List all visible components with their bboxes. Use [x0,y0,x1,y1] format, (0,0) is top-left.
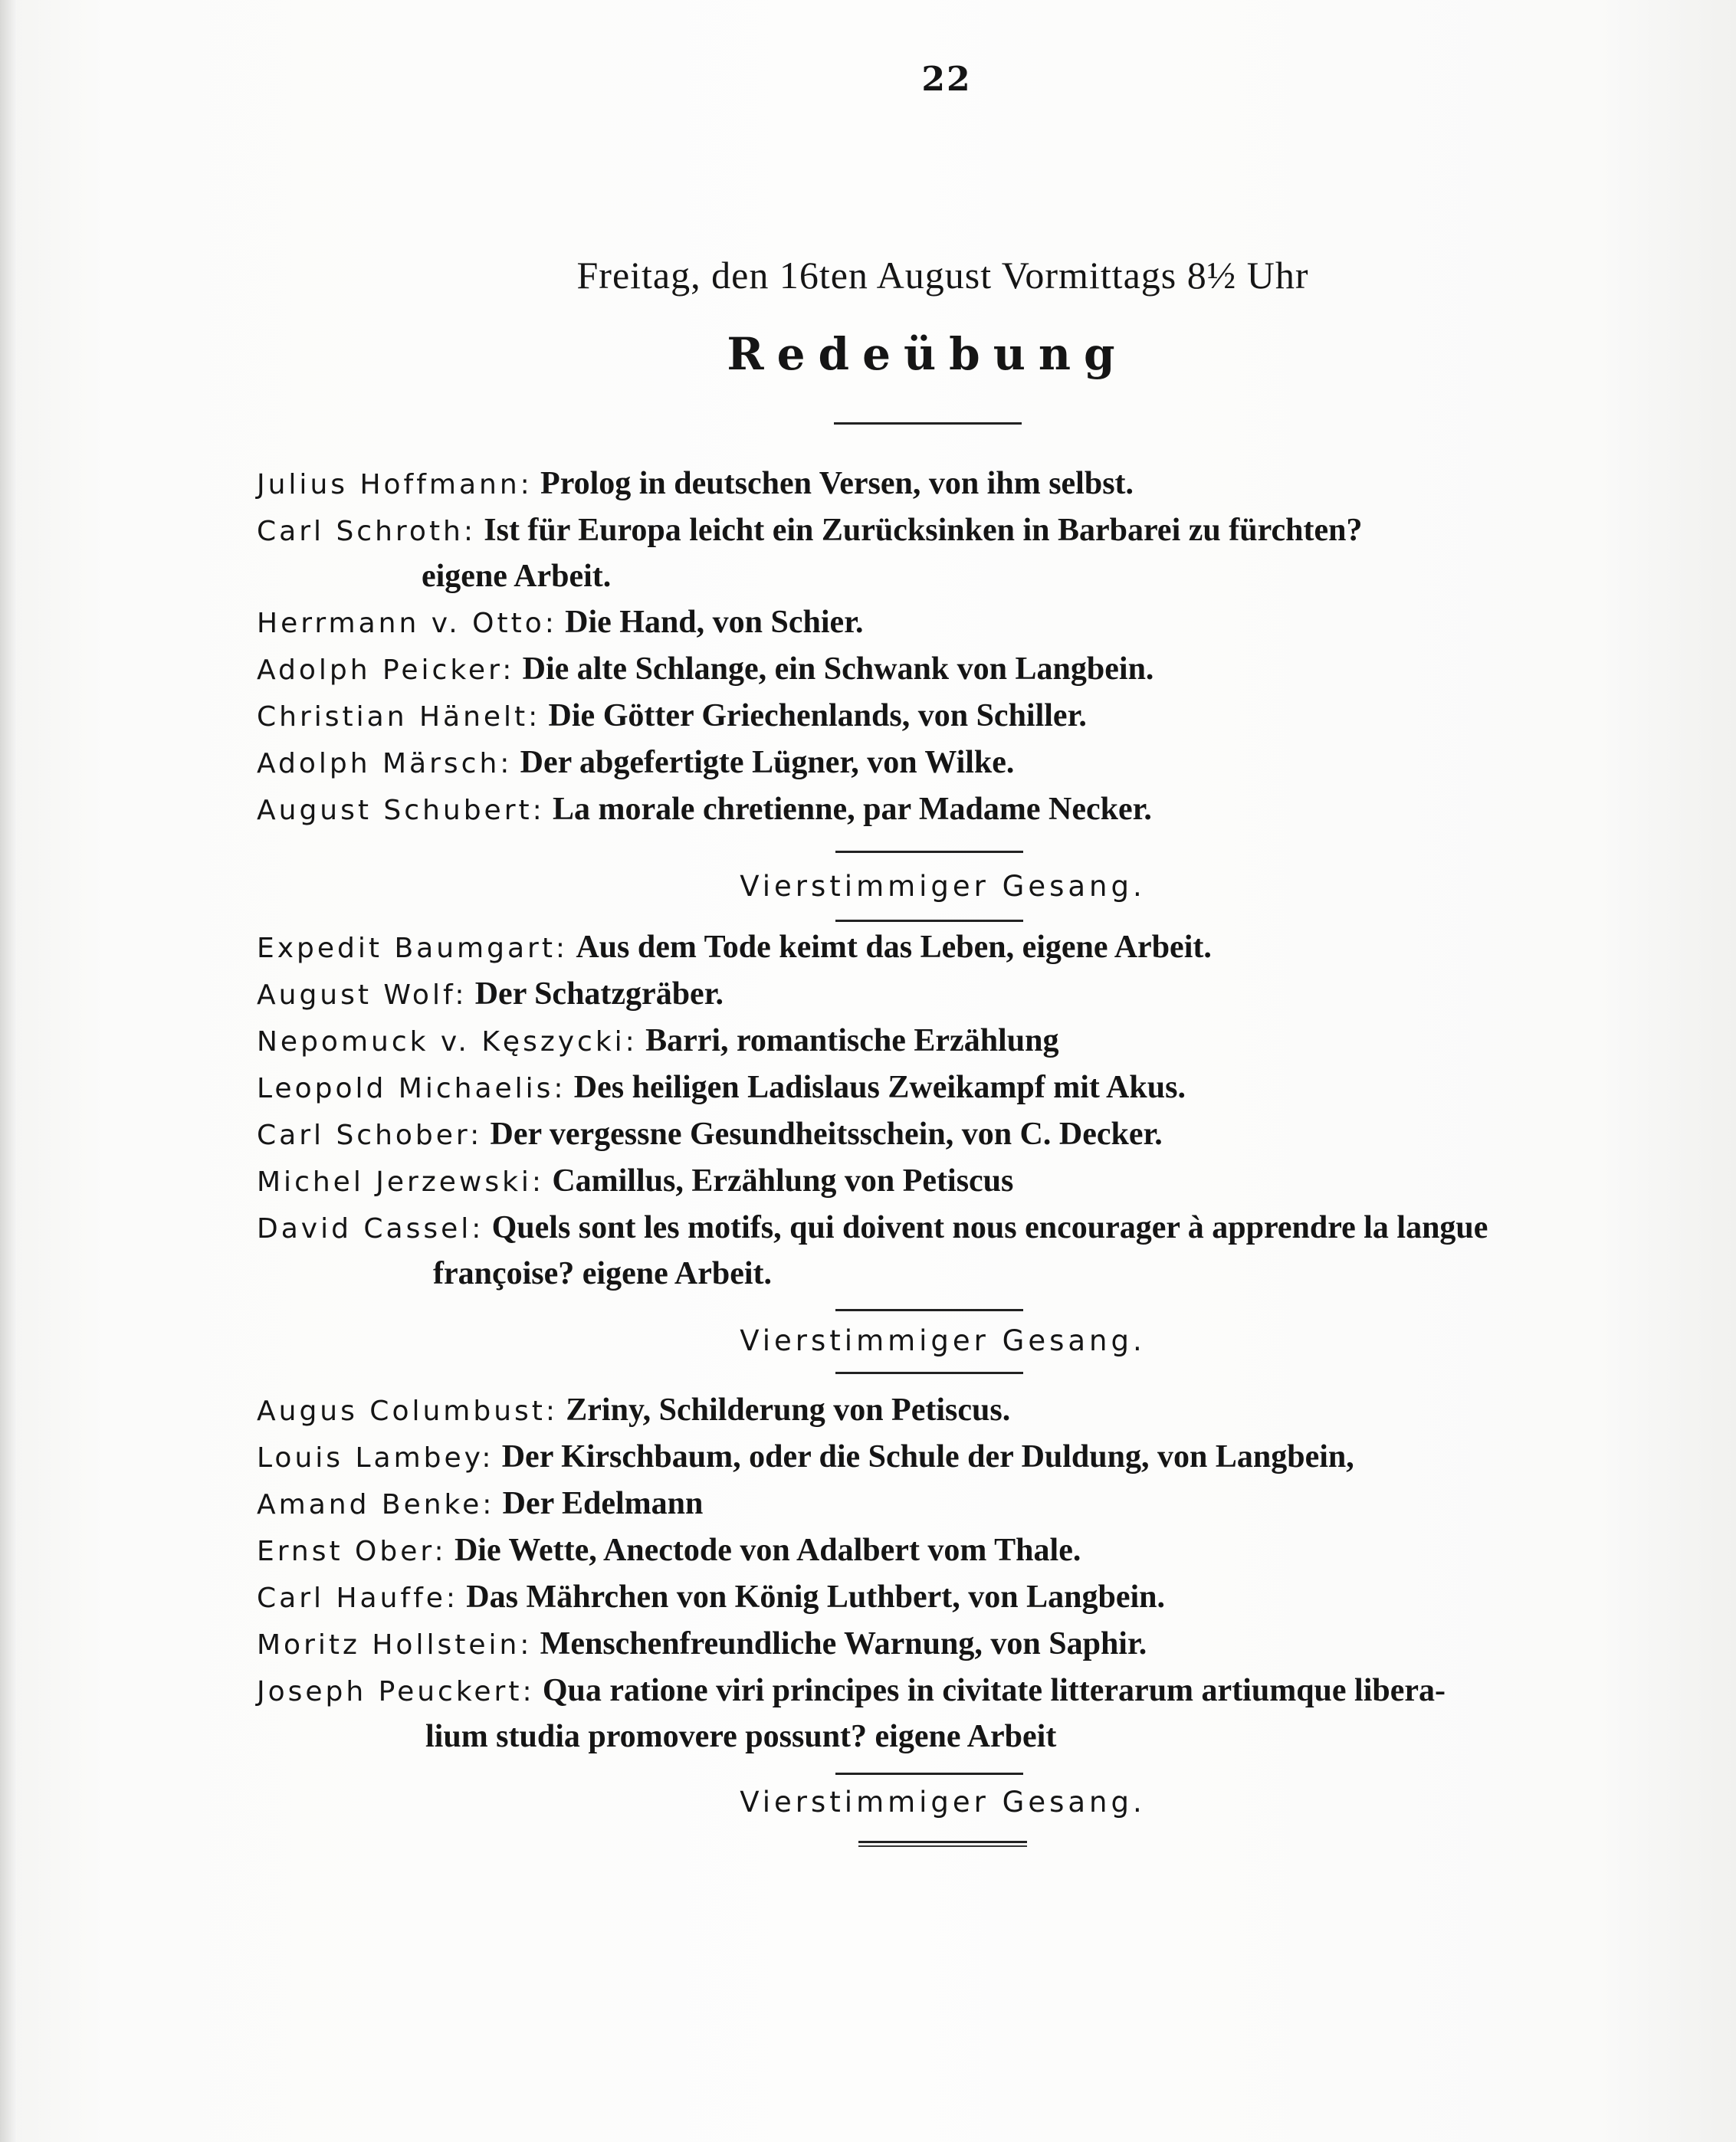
entry [257,507,1659,599]
speaker: Moritz Hollstein: [257,1629,533,1661]
speaker: Louis Lambey: [257,1442,494,1474]
work-title: Des heiligen Ladislaus Zweikampf mit Akus. [573,1070,1186,1105]
speaker: Carl Schober: [257,1120,483,1151]
speaker: Joseph Peuckert: [257,1676,535,1707]
closing-rule [858,1841,1027,1847]
speaker: Expedit Baumgart: [257,933,569,964]
work-title: Der Kirschbaum, oder die Schule der Duldung, von Langbein, [501,1439,1354,1474]
entry [257,786,1659,833]
speaker: Michel Jerzewski: [257,1166,545,1198]
speaker: Leopold Michaelis: [257,1073,566,1104]
speaker: Carl Schroth: [257,516,476,547]
work-title: Aus dem Tode keimt das Leben, eigene Arbeit. [576,930,1212,965]
work-title: Zriny, Schilderung von Petiscus. [566,1392,1011,1428]
speaker: David Cassel: [257,1213,484,1245]
section-title: Vierstimmiger Gesang. [740,1324,1146,1357]
work-title: Quels sont les motifs, qui doivent nous encourager à apprendre la langue [491,1210,1488,1245]
binding-gutter [0,0,17,2142]
section-title: Vierstimmiger Gesang. [740,1786,1146,1819]
entry [257,646,1659,693]
entry [257,740,1659,786]
speaker: Augus Columbust: [257,1396,559,1427]
work-title-continuation: lium studia promovere possunt? eigene Arbeit [425,1719,1057,1754]
section-rule [835,1372,1023,1374]
entry [257,1574,1659,1621]
speaker: Amand Benke: [257,1489,495,1520]
work-title: Menschenfreundliche Warnung, von Saphir. [540,1626,1147,1661]
work-title: Ist für Europa leicht ein Zurücksinken in Barbarei zu fürchten? [484,513,1363,548]
section-rule [835,851,1023,853]
speaker: Herrmann v. Otto: [257,608,557,639]
entry [257,1111,1659,1158]
speaker: Christian Hänelt: [257,701,541,733]
speaker: Ernst Ober: [257,1536,447,1567]
work-title: Camillus, Erzählung von Petiscus [552,1163,1014,1199]
speaker: Carl Hauffe: [257,1583,459,1614]
work-title: Prolog in deutschen Versen, von ihm selbst. [540,466,1134,501]
entry [257,1434,1659,1481]
work-title: Die Wette, Anectode von Adalbert vom Thale. [454,1533,1081,1568]
heading: Redeübung [727,328,1128,380]
entry-list-3 [257,1387,1659,1760]
speaker: Nepomuck v. Kęszycki: [257,1026,638,1058]
section-title: Vierstimmiger Gesang. [740,870,1146,903]
speaker: Adolph Märsch: [257,748,513,779]
speaker: August Wolf: [257,979,468,1011]
entry [257,1158,1659,1205]
work-title: Barri, romantische Erzählung [645,1023,1059,1058]
work-title: Der Schatzgräber. [474,976,724,1012]
work-title: Die Götter Griechenlands, von Schiller. [548,698,1087,733]
work-title-continuation: eigene Arbeit. [422,559,612,594]
entry-list-2 [257,924,1659,1297]
work-title-continuation: françoise? eigene Arbeit. [433,1256,773,1291]
entry [257,1064,1659,1111]
work-title: Die Hand, von Schier. [565,605,864,640]
entry [257,1527,1659,1574]
entry [257,1387,1659,1434]
entry [257,1621,1659,1668]
speaker: Adolph Peicker: [257,654,515,686]
entry [257,599,1659,646]
work-title: Das Mährchen von König Luthbert, von Langbein. [466,1579,1165,1615]
entry [257,1205,1659,1297]
section-rule [835,1773,1023,1775]
work-title: Die alte Schlange, ein Schwank von Langbein. [522,651,1154,687]
work-title: Der abgefertigte Lügner, von Wilke. [520,745,1015,780]
section-rule [835,920,1023,922]
heading-rule [834,422,1022,425]
entry [257,1018,1659,1064]
entry [257,1481,1659,1527]
entry [257,1668,1659,1760]
entry [257,693,1659,740]
speaker: Julius Hoffmann: [257,469,533,500]
entry [257,971,1659,1018]
entry [257,924,1659,971]
work-title: La morale chretienne, par Madame Necker. [553,792,1152,827]
work-title: Der vergessne Gesundheitsschein, von C. Decker. [490,1117,1163,1152]
work-title: Der Edelmann [502,1486,704,1521]
work-title: Qua ratione viri principes in civitate litterarum artiumque libera- [542,1673,1446,1708]
speaker: August Schubert: [257,795,545,826]
entry-list-1 [257,461,1659,833]
section-rule [835,1309,1023,1311]
date-line: Freitag, den 16ten August Vormittags 8½ Uhr [576,254,1309,297]
page-number: 22 [921,60,972,99]
entry [257,461,1659,507]
